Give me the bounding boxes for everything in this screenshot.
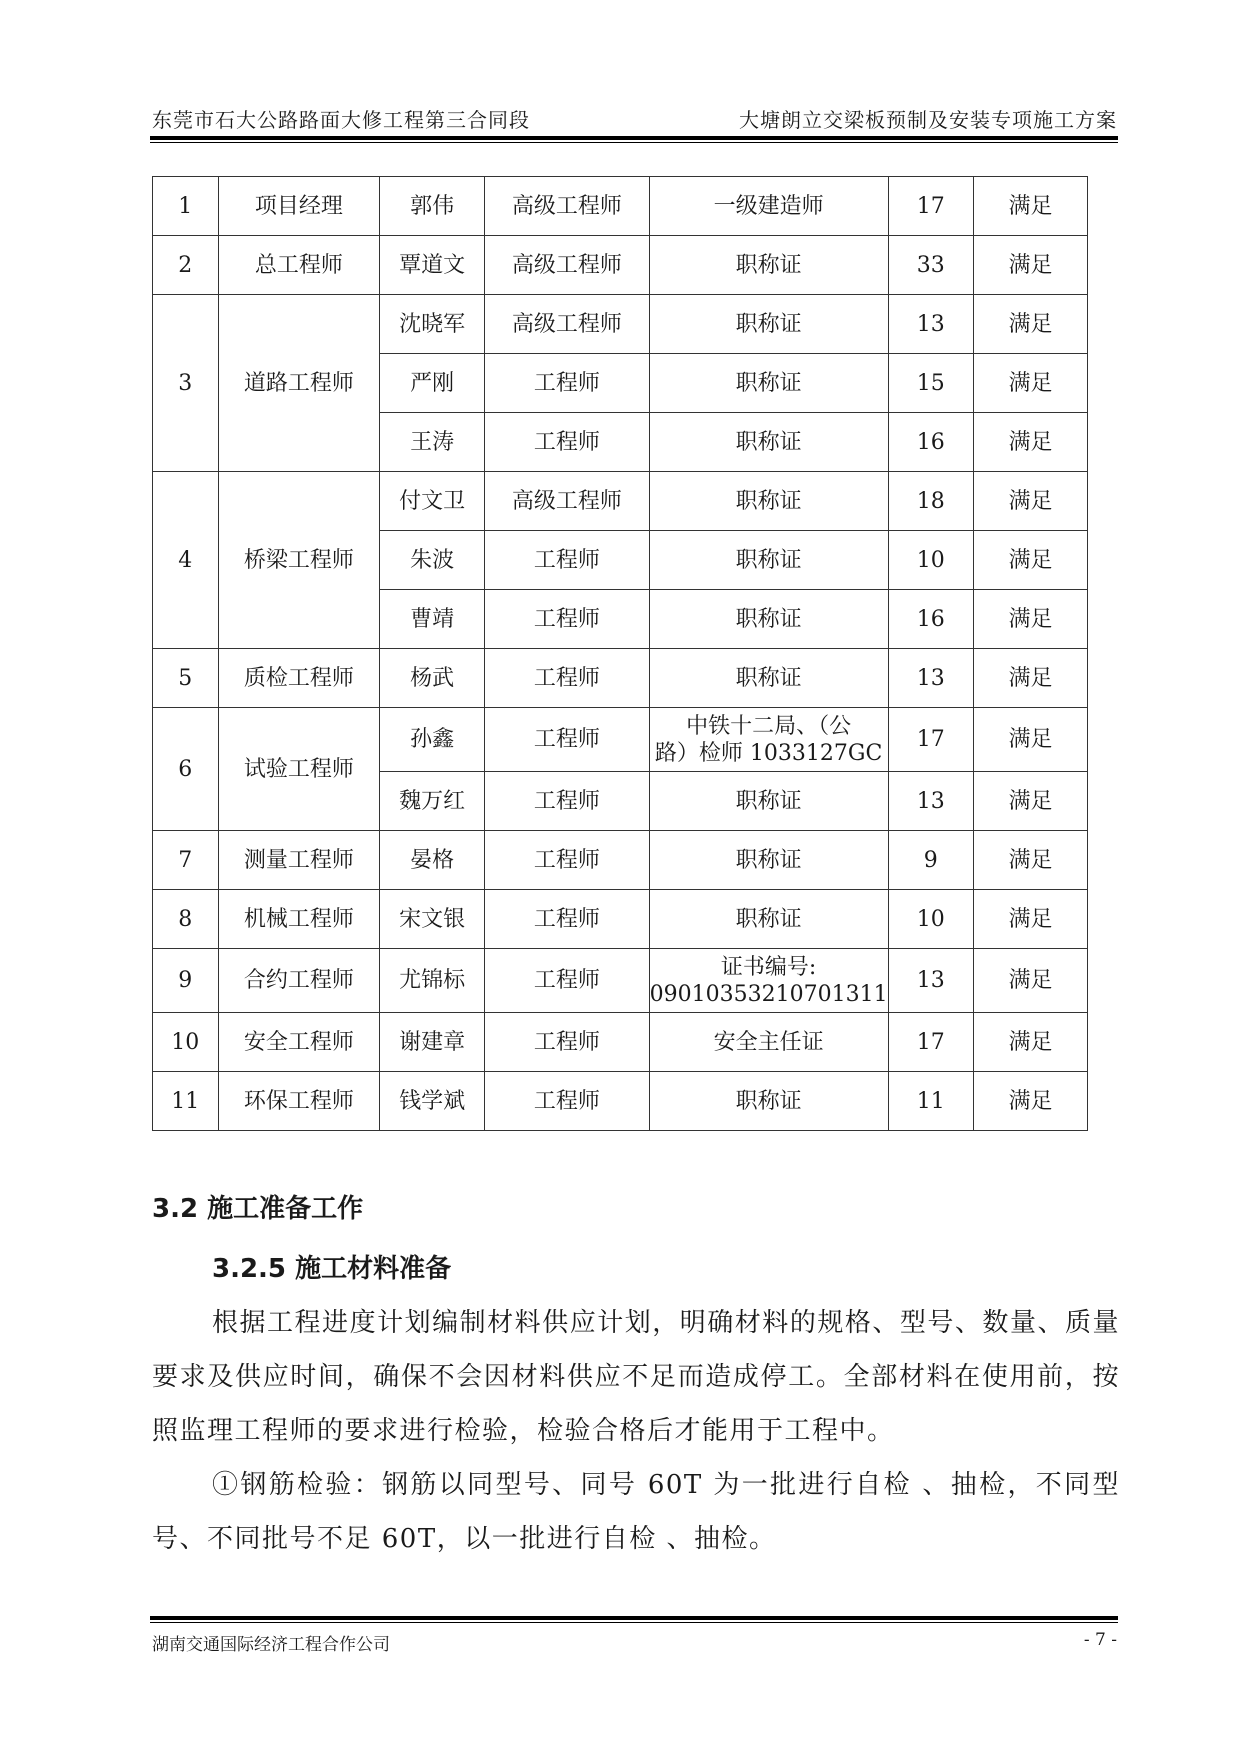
- cell-name: 钱学斌: [380, 1072, 485, 1131]
- cell-title: 工程师: [485, 831, 649, 890]
- cert-line: 中铁十二局、（公: [686, 713, 852, 739]
- table-row: [153, 831, 1088, 890]
- cell-no: 4: [153, 472, 219, 649]
- cell-status: 满足: [973, 708, 1087, 772]
- cell-cert: 职称证: [649, 295, 888, 354]
- cell-title: 高级工程师: [485, 472, 649, 531]
- footer-rule-thin: [150, 1622, 1118, 1623]
- cell-name: 王涛: [380, 413, 485, 472]
- cell-status: 满足: [973, 831, 1087, 890]
- cell-years: 16: [888, 590, 973, 649]
- cert-line: 09010353210701311: [649, 981, 888, 1007]
- cell-role: 测量工程师: [218, 831, 379, 890]
- cell-status: 满足: [973, 1013, 1087, 1072]
- cell-no: 2: [153, 236, 219, 295]
- cell-title: 工程师: [485, 1013, 649, 1072]
- cell-title: 工程师: [485, 649, 649, 708]
- section-heading: 3.2 施工准备工作: [152, 1194, 364, 1224]
- cell-status: 满足: [973, 177, 1087, 236]
- cell-no: 5: [153, 649, 219, 708]
- cell-years: 17: [888, 1013, 973, 1072]
- cell-role: 桥梁工程师: [218, 472, 379, 649]
- cell-status: 满足: [973, 590, 1087, 649]
- cell-title: 工程师: [485, 772, 649, 831]
- cell-role: 安全工程师: [218, 1013, 379, 1072]
- cell-title: 工程师: [485, 890, 649, 949]
- cert-line: 证书编号:: [720, 954, 817, 980]
- cell-name: 孙鑫: [380, 708, 485, 772]
- cell-title: 工程师: [485, 590, 649, 649]
- footer-company: 湖南交通国际经济工程合作公司: [152, 1635, 390, 1655]
- cell-years: 10: [888, 890, 973, 949]
- cell-cert: 职称证: [649, 831, 888, 890]
- cell-role: 环保工程师: [218, 1072, 379, 1131]
- cell-years: 15: [888, 354, 973, 413]
- cert-line: 路）检师 1033127GC: [654, 740, 883, 766]
- page-number: - 7 -: [1083, 1630, 1117, 1650]
- cell-status: 满足: [973, 472, 1087, 531]
- page-header-left: 东莞市石大公路路面大修工程第三合同段: [152, 108, 530, 132]
- cell-role: 试验工程师: [218, 708, 379, 831]
- table-row: [153, 890, 1088, 949]
- cell-no: 11: [153, 1072, 219, 1131]
- cell-status: 满足: [973, 772, 1087, 831]
- table-row: [153, 177, 1088, 236]
- cell-cert: 安全主任证: [649, 1013, 888, 1072]
- cell-status: 满足: [973, 649, 1087, 708]
- cell-name: 郭伟: [380, 177, 485, 236]
- cell-years: 13: [888, 295, 973, 354]
- cell-status: 满足: [973, 295, 1087, 354]
- cell-status: 满足: [973, 949, 1087, 1013]
- staff-table: [152, 176, 1088, 1131]
- cell-years: 10: [888, 531, 973, 590]
- cell-title: 工程师: [485, 531, 649, 590]
- cell-title: 工程师: [485, 1072, 649, 1131]
- table-row: [153, 649, 1088, 708]
- cell-name: 曹靖: [380, 590, 485, 649]
- cell-years: 13: [888, 649, 973, 708]
- cell-cert: 职称证: [649, 772, 888, 831]
- cell-name: 晏格: [380, 831, 485, 890]
- cell-name: 魏万红: [380, 772, 485, 831]
- cell-no: 8: [153, 890, 219, 949]
- page-header-right: 大塘朗立交梁板预制及安装专项施工方案: [739, 108, 1117, 132]
- cell-name: 杨武: [380, 649, 485, 708]
- cell-title: 高级工程师: [485, 295, 649, 354]
- cell-name: 尤锦标: [380, 949, 485, 1013]
- cell-title: 工程师: [485, 354, 649, 413]
- cell-no: 9: [153, 949, 219, 1013]
- cell-title: 工程师: [485, 413, 649, 472]
- cell-title: 工程师: [485, 708, 649, 772]
- body-paragraph: ①钢筋检验：钢筋以同型号、同号 60T 为一批进行自检 、抽检，不同型号、不同批号不足 60T，以一批进行自检 、抽检。: [152, 1470, 1120, 1554]
- cell-cert: 职称证: [649, 531, 888, 590]
- cell-cert: [649, 708, 888, 772]
- cell-name: 谢建章: [380, 1013, 485, 1072]
- table-row: [153, 708, 1088, 772]
- cell-name: 宋文银: [380, 890, 485, 949]
- cell-status: 满足: [973, 531, 1087, 590]
- cell-cert: [649, 949, 888, 1013]
- cell-years: 9: [888, 831, 973, 890]
- cell-name: 朱波: [380, 531, 485, 590]
- cell-name: 覃道文: [380, 236, 485, 295]
- cell-cert: 职称证: [649, 1072, 888, 1131]
- cell-status: 满足: [973, 236, 1087, 295]
- subsection-heading: 3.2.5 施工材料准备: [212, 1254, 452, 1284]
- header-rule: [150, 136, 1118, 140]
- cell-no: 6: [153, 708, 219, 831]
- cell-role: 合约工程师: [218, 949, 379, 1013]
- cell-cert: 职称证: [649, 354, 888, 413]
- cell-no: 7: [153, 831, 219, 890]
- cell-role: 总工程师: [218, 236, 379, 295]
- cell-years: 13: [888, 772, 973, 831]
- cell-cert: 职称证: [649, 590, 888, 649]
- cell-cert: 职称证: [649, 472, 888, 531]
- cell-years: 33: [888, 236, 973, 295]
- table-row: [153, 236, 1088, 295]
- cell-status: 满足: [973, 1072, 1087, 1131]
- cell-years: 18: [888, 472, 973, 531]
- cell-status: 满足: [973, 413, 1087, 472]
- cell-name: 严刚: [380, 354, 485, 413]
- cell-role: 机械工程师: [218, 890, 379, 949]
- cell-role: 质检工程师: [218, 649, 379, 708]
- cell-cert: 职称证: [649, 890, 888, 949]
- cell-years: 16: [888, 413, 973, 472]
- cell-cert: 职称证: [649, 236, 888, 295]
- cell-no: 1: [153, 177, 219, 236]
- cell-cert: 一级建造师: [649, 177, 888, 236]
- cell-title: 高级工程师: [485, 177, 649, 236]
- cell-name: 沈晓军: [380, 295, 485, 354]
- table-row: [153, 949, 1088, 1013]
- table-row: [153, 472, 1088, 531]
- cell-cert: 职称证: [649, 649, 888, 708]
- cell-years: 17: [888, 177, 973, 236]
- table-row: [153, 1072, 1088, 1131]
- cell-status: 满足: [973, 890, 1087, 949]
- cell-no: 3: [153, 295, 219, 472]
- cell-title: 工程师: [485, 949, 649, 1013]
- cell-cert: 职称证: [649, 413, 888, 472]
- body-paragraph: 根据工程进度计划编制材料供应计划，明确材料的规格、型号、数量、质量要求及供应时间，确保不会因材料供应不足而造成停工。全部材料在使用前，按照监理工程师的要求进行检验，检验合格后才能用于工程中。: [152, 1308, 1120, 1446]
- cell-title: 高级工程师: [485, 236, 649, 295]
- table-row: [153, 295, 1088, 354]
- cell-years: 13: [888, 949, 973, 1013]
- cell-name: 付文卫: [380, 472, 485, 531]
- cell-role: 项目经理: [218, 177, 379, 236]
- footer-rule: [150, 1616, 1118, 1620]
- cell-role: 道路工程师: [218, 295, 379, 472]
- cell-years: 11: [888, 1072, 973, 1131]
- header-rule-thin: [150, 142, 1118, 143]
- table-row: [153, 1013, 1088, 1072]
- cell-no: 10: [153, 1013, 219, 1072]
- cell-status: 满足: [973, 354, 1087, 413]
- cell-years: 17: [888, 708, 973, 772]
